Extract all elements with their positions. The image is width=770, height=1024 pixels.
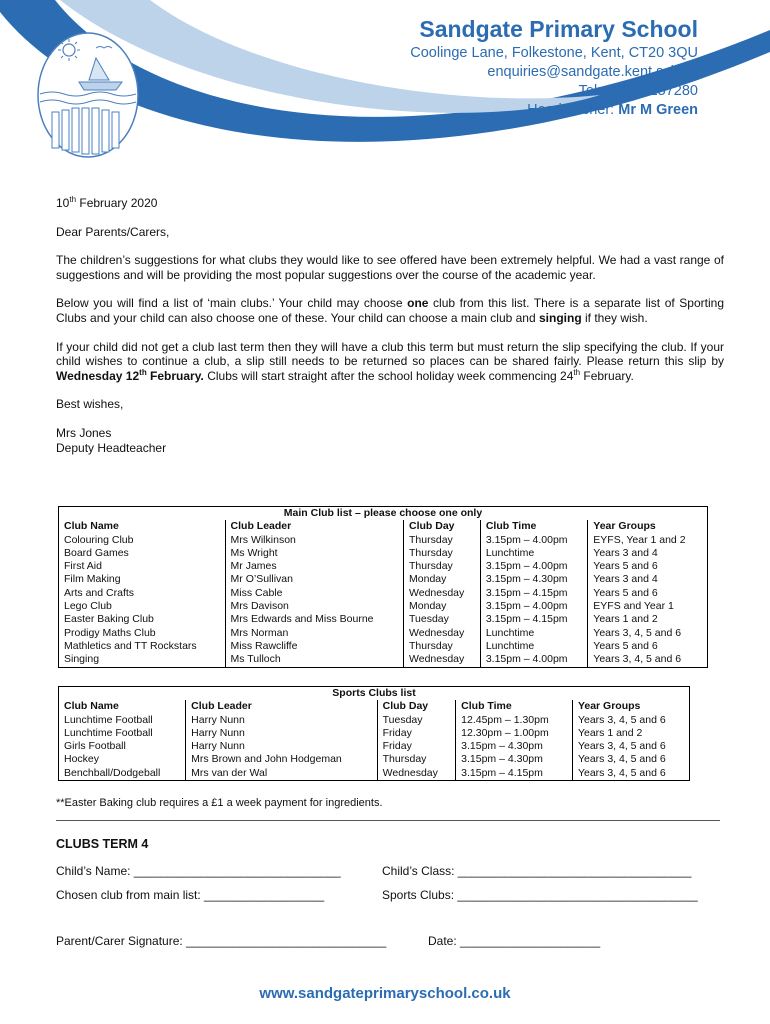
table-cell: Hockey: [59, 753, 186, 766]
table-cell: Years 3, 4, 5 and 6: [588, 653, 708, 667]
table-cell: Lunchtime Football: [59, 714, 186, 727]
headteacher-label: Headteacher:: [527, 102, 615, 118]
table-row: [59, 714, 690, 727]
sports-clubs-field[interactable]: Sports Clubs: ____________________________________: [382, 888, 698, 902]
table-row: [59, 740, 690, 753]
school-phone: Tel: 01303 257280: [578, 83, 698, 99]
chosen-club-field[interactable]: Chosen club from main list: __________________: [56, 888, 325, 902]
table-row: [59, 573, 708, 586]
table-cell: 3.15pm – 4.00pm: [480, 534, 587, 547]
table-cell: Wednesday: [404, 587, 481, 600]
table-cell: Years 5 and 6: [588, 640, 708, 653]
table-cell: Miss Rawcliffe: [225, 640, 403, 653]
school-email[interactable]: enquiries@sandgate.kent.sch.uk: [487, 64, 698, 80]
table-row: [59, 587, 708, 600]
childs-name-field[interactable]: Child’s Name: _______________________________: [56, 864, 341, 878]
table-cell: Thursday: [404, 547, 481, 560]
table-cell: Ms Wright: [225, 547, 403, 560]
table-cell: Lego Club: [59, 600, 226, 613]
table-cell: Tuesday: [377, 714, 456, 727]
table-cell: 12.45pm – 1.30pm: [456, 714, 573, 727]
table-cell: Benchball/Dodgeball: [59, 767, 186, 781]
table-row: [59, 547, 708, 560]
table-cell: Mr O’Sullivan: [225, 573, 403, 586]
divider: [56, 820, 720, 821]
sports-club-table: [58, 686, 690, 781]
table-cell: Mrs Davison: [225, 600, 403, 613]
table-cell: 3.15pm – 4.15pm: [480, 587, 587, 600]
date-field[interactable]: Date: _____________________: [428, 934, 601, 948]
table-cell: Mrs Wilkinson: [225, 534, 403, 547]
table-cell: Girls Football: [59, 740, 186, 753]
table-cell: Harry Nunn: [186, 727, 377, 740]
table-cell: Wednesday: [404, 653, 481, 667]
table-cell: Years 3 and 4: [588, 547, 708, 560]
table-cell: Years 5 and 6: [588, 560, 708, 573]
table-row: [59, 753, 690, 766]
table-cell: 3.15pm – 4.00pm: [480, 653, 587, 667]
table-cell: 12.30pm – 1.00pm: [456, 727, 573, 740]
table-cell: Years 3, 4, 5 and 6: [572, 767, 689, 781]
main-club-table: [58, 506, 708, 668]
table-cell: Thursday: [404, 640, 481, 653]
column-header: Club Time: [456, 700, 573, 713]
table-cell: Ms Tulloch: [225, 653, 403, 667]
school-header: [410, 14, 698, 120]
website-link[interactable]: www.sandgateprimaryschool.co.uk: [259, 985, 511, 1002]
table-cell: Tuesday: [404, 613, 481, 626]
table-cell: 3.15pm – 4.15pm: [480, 613, 587, 626]
table-cell: Harry Nunn: [186, 740, 377, 753]
table-cell: 3.15pm – 4.30pm: [456, 740, 573, 753]
signature-field[interactable]: Parent/Carer Signature: ______________________________: [56, 934, 387, 948]
table-cell: Lunchtime Football: [59, 727, 186, 740]
table-cell: Years 3, 4, 5 and 6: [572, 740, 689, 753]
table-cell: Years 1 and 2: [588, 613, 708, 626]
table-cell: Years 3, 4, 5 and 6: [588, 627, 708, 640]
table-cell: Miss Cable: [225, 587, 403, 600]
letter-paragraph-1: The children’s suggestions for what clubs they would like to see offered have been extremely helpful. We had a vast range of suggestions and will be providing the most popular suggestions over the course of the academic year.: [56, 253, 724, 282]
school-name: Sandgate Primary School: [419, 16, 698, 42]
table-cell: Mrs Edwards and Miss Bourne: [225, 613, 403, 626]
letter-date: 10th February 2020: [56, 195, 158, 210]
table-cell: EYFS, Year 1 and 2: [588, 534, 708, 547]
column-header: Year Groups: [572, 700, 689, 713]
table-cell: Lunchtime: [480, 627, 587, 640]
table-cell: Harry Nunn: [186, 714, 377, 727]
table-cell: Years 3, 4, 5 and 6: [572, 714, 689, 727]
childs-class-field[interactable]: Child’s Class: ___________________________________: [382, 864, 692, 878]
form-title: CLUBS TERM 4: [56, 837, 149, 851]
table-cell: 3.15pm – 4.30pm: [456, 753, 573, 766]
table-row: [59, 560, 708, 573]
table-cell: Singing: [59, 653, 226, 667]
column-header: Club Time: [480, 520, 587, 533]
table-cell: Years 5 and 6: [588, 587, 708, 600]
headteacher: [410, 101, 698, 120]
table-cell: Film Making: [59, 573, 226, 586]
column-header: Club Day: [404, 520, 481, 533]
table-cell: Mrs Norman: [225, 627, 403, 640]
column-header: Club Day: [377, 700, 456, 713]
table-row: [59, 640, 708, 653]
table-row: [59, 613, 708, 626]
table-row: [59, 600, 708, 613]
column-header: Club Leader: [186, 700, 377, 713]
table-cell: Lunchtime: [480, 640, 587, 653]
table-cell: Years 1 and 2: [572, 727, 689, 740]
table-cell: Mr James: [225, 560, 403, 573]
column-header: Year Groups: [588, 520, 708, 533]
letter-signoff: Best wishes,: [56, 397, 124, 412]
table-cell: Easter Baking Club: [59, 613, 226, 626]
column-header: Club Name: [59, 700, 186, 713]
column-header: Club Name: [59, 520, 226, 533]
table-cell: Thursday: [404, 560, 481, 573]
table-cell: Mrs van der Wal: [186, 767, 377, 781]
table-cell: Mrs Brown and John Hodgeman: [186, 753, 377, 766]
letter-paragraph-3: If your child did not get a club last term then they will have a club this term but must return the slip specifying the club. If your child wishes to continue a club, a slip still needs to be returned so places can be shared fairly. Please return this slip by Wednesday 12th February. Clubs will start straight after the school holiday week commencing 24th February.: [56, 339, 724, 383]
table-row: [59, 534, 708, 547]
letter-body: [56, 196, 724, 455]
table-cell: Friday: [377, 740, 456, 753]
table-cell: Years 3 and 4: [588, 573, 708, 586]
table-cell: EYFS and Year 1: [588, 600, 708, 613]
table-row: [59, 727, 690, 740]
school-logo: [34, 30, 142, 160]
table-cell: Colouring Club: [59, 534, 226, 547]
table-cell: Prodigy Maths Club: [59, 627, 226, 640]
table-cell: Thursday: [377, 753, 456, 766]
school-address: Coolinge Lane, Folkestone, Kent, CT20 3QU: [410, 45, 698, 61]
table-cell: Thursday: [404, 534, 481, 547]
table-cell: Lunchtime: [480, 547, 587, 560]
letter-salutation: Dear Parents/Carers,: [56, 224, 170, 239]
main-club-caption: Main Club list – please choose one only: [59, 507, 708, 521]
signer-role: Deputy Headteacher: [56, 440, 167, 455]
letter-paragraph-2: Below you will find a list of ‘main clubs.’ Your child may choose one club from this list. There is a separate list of Sporting Clubs and your child can also choose one of these. Your child can choose a main club and singing if they wish.: [56, 296, 724, 325]
table-cell: Years 3, 4, 5 and 6: [572, 753, 689, 766]
table-cell: Friday: [377, 727, 456, 740]
table-cell: 3.15pm – 4.00pm: [480, 560, 587, 573]
table-row: [59, 767, 690, 781]
table-cell: 3.15pm – 4.15pm: [456, 767, 573, 781]
table-cell: Monday: [404, 573, 481, 586]
table-row: [59, 653, 708, 667]
column-header: Club Leader: [225, 520, 403, 533]
table-cell: Arts and Crafts: [59, 587, 226, 600]
table-row: [59, 627, 708, 640]
table-cell: Board Games: [59, 547, 226, 560]
headteacher-name: Mr M Green: [618, 102, 698, 118]
signer-name: Mrs Jones: [56, 425, 112, 440]
table-cell: Mathletics and TT Rockstars: [59, 640, 226, 653]
table-cell: Wednesday: [377, 767, 456, 781]
table-cell: 3.15pm – 4.00pm: [480, 600, 587, 613]
table-cell: Monday: [404, 600, 481, 613]
sports-club-caption: Sports Clubs list: [59, 687, 690, 701]
table-cell: 3.15pm – 4.30pm: [480, 573, 587, 586]
table-cell: First Aid: [59, 560, 226, 573]
table-cell: Wednesday: [404, 627, 481, 640]
baking-note: **Easter Baking club requires a £1 a week payment for ingredients.: [56, 797, 383, 809]
